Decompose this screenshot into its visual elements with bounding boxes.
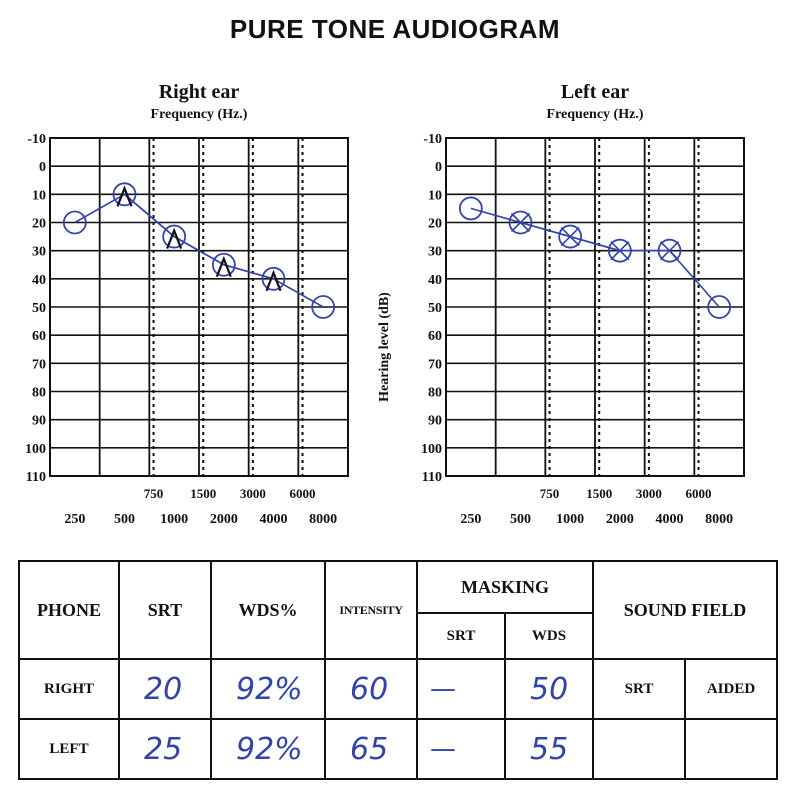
x-tick-label-mid: 1500 <box>586 486 613 501</box>
y-tick-label: -10 <box>423 132 442 147</box>
x-tick-label: 2000 <box>605 512 634 527</box>
table-row <box>19 659 777 719</box>
y-tick-label: 30 <box>32 244 46 260</box>
header-sound-field: SOUND FIELD <box>593 561 777 659</box>
table-row <box>19 719 777 779</box>
left-srt-value: 25 <box>119 719 211 779</box>
x-tick-label: 2000 <box>209 512 238 527</box>
header-wds: WDS% <box>211 561 325 659</box>
y-tick-label: 110 <box>25 470 46 485</box>
y-axis-label: Hearing level (dB) <box>377 292 392 402</box>
sf-srt-value <box>593 719 685 779</box>
y-tick-label: 30 <box>428 244 442 260</box>
y-tick-label: 10 <box>428 188 442 204</box>
y-tick-label: 90 <box>428 413 442 429</box>
header-sf-aided: AIDED <box>685 659 777 719</box>
x-tick-label-mid: 6000 <box>685 486 712 501</box>
results-table <box>18 560 778 780</box>
y-tick-label: 0 <box>435 160 442 176</box>
x-tick-label-mid: 1500 <box>190 486 217 501</box>
y-tick-label: 80 <box>32 385 46 401</box>
x-tick-label-mid: 3000 <box>635 486 662 501</box>
header-masking: MASKING <box>417 561 593 613</box>
y-tick-label: 110 <box>421 470 442 485</box>
x-tick-label-mid: 750 <box>539 486 560 501</box>
left-masking-wds-value: 55 <box>505 719 593 779</box>
x-tick-label: 1000 <box>160 512 189 527</box>
header-srt: SRT <box>119 561 211 659</box>
page-title: PURE TONE AUDIOGRAM <box>229 14 561 44</box>
sf-aided-value <box>685 719 777 779</box>
x-tick-label: 250 <box>460 512 482 527</box>
y-tick-label: 90 <box>32 413 46 429</box>
x-tick-label: 500 <box>510 512 531 527</box>
right-srt-value: 20 <box>119 659 211 719</box>
header-sf-srt: SRT <box>593 659 685 719</box>
x-tick-label-mid: 3000 <box>239 486 266 501</box>
right-wds-value: 92% <box>211 659 325 719</box>
chart-subtitle: Frequency (Hz.) <box>150 107 248 122</box>
y-tick-label: 50 <box>32 301 46 316</box>
y-tick-label: 40 <box>32 272 46 288</box>
y-tick-label: 0 <box>39 160 46 176</box>
right-masking-wds-value: 50 <box>505 659 593 719</box>
y-tick-label: 100 <box>421 441 442 457</box>
y-tick-label: 60 <box>32 329 46 345</box>
x-tick-label: 1000 <box>556 512 585 527</box>
chart-subtitle: Frequency (Hz.) <box>546 107 644 122</box>
right-intensity-value: 60 <box>325 659 417 719</box>
y-tick-label: 20 <box>428 216 442 232</box>
x-tick-label: 250 <box>64 512 86 527</box>
y-tick-label: 100 <box>25 441 46 457</box>
header-masking-srt: SRT <box>417 613 505 659</box>
left-wds-value: 92% <box>211 719 325 779</box>
x-tick-label: 8000 <box>309 512 338 527</box>
chart-left-ear <box>377 81 744 527</box>
y-tick-label: -10 <box>27 132 46 147</box>
row-label-left: LEFT <box>19 719 119 779</box>
chart-title: Left ear <box>560 81 630 103</box>
y-tick-label: 80 <box>428 385 442 401</box>
y-tick-label: 70 <box>32 357 46 373</box>
data-point-x <box>561 228 579 246</box>
header-masking-wds: WDS <box>505 613 593 659</box>
y-tick-label: 40 <box>428 272 442 288</box>
left-intensity-value: 65 <box>325 719 417 779</box>
x-tick-label: 500 <box>114 512 135 527</box>
left-masking-srt-value: — <box>417 719 505 779</box>
x-tick-label: 4000 <box>655 512 684 527</box>
y-tick-label: 20 <box>32 216 46 232</box>
y-tick-label: 70 <box>428 357 442 373</box>
x-tick-label-mid: 750 <box>143 486 164 501</box>
header-intensity: INTENSITY <box>325 561 417 659</box>
x-tick-label-mid: 6000 <box>289 486 316 501</box>
chart-title: Right ear <box>158 81 240 103</box>
x-tick-label: 8000 <box>705 512 734 527</box>
y-tick-label: 50 <box>428 301 442 316</box>
header-phone: PHONE <box>19 561 119 659</box>
x-tick-label: 4000 <box>259 512 288 527</box>
row-label-right: RIGHT <box>19 659 119 719</box>
chart-right-ear <box>25 81 348 527</box>
y-tick-label: 60 <box>428 329 442 345</box>
y-tick-label: 10 <box>32 188 46 204</box>
right-masking-srt-value: — <box>417 659 505 719</box>
